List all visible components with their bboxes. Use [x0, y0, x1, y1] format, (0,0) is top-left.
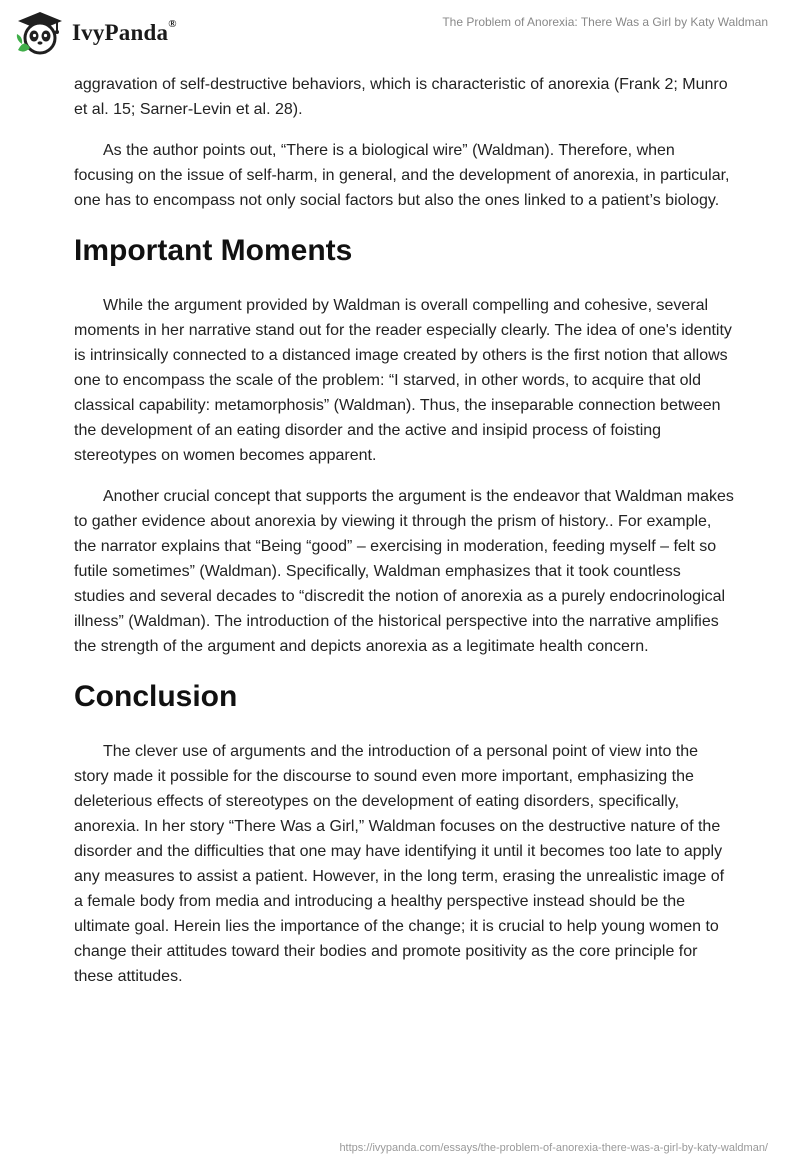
panda-logo-icon	[14, 10, 66, 56]
heading-important-moments: Important Moments	[74, 234, 353, 267]
essay-content	[74, 72, 734, 1005]
document-title: The Problem of Anorexia: There Was a Girl by Katy Waldman	[442, 15, 768, 29]
brand-name: IvyPanda®	[72, 18, 177, 45]
source-url-link[interactable]: https://ivypanda.com/essays/the-problem-of-anorexia-there-was-a-girl-by-katy-waldman/	[339, 1142, 768, 1154]
paragraph-biological-wire: As the author points out, “There is a biological wire” (Waldman). Therefore, when focusing on the issue of self-harm, in general, and the development of anorexia, in particular, one has to encompass not only social factors but also the ones linked to a patient’s biology.	[74, 142, 730, 209]
brand-logo[interactable]	[14, 8, 177, 58]
paragraph-moments-1: While the argument provided by Waldman is overall compelling and cohesive, several moments in her narrative stand out for the reader especially clearly. The idea of one's identity is intrinsically connected to a distanced image created by others is the first notion that allows one to encompass the scale of the problem: “I starved, in other words, to acquire that old classical capability: metamorphosis” (Waldman). Thus, the inseparable connection between the development of an eating disorder and the active and insipid process of foisting stereotypes on women becomes apparent.	[74, 297, 732, 464]
paragraph-moments-2: Another crucial concept that supports the argument is the endeavor that Waldman makes to gather evidence about anorexia by viewing it through the prism of history.. For example, the narrator explains that “Being “good” – exercising in moderation, feeding myself – felt so futile sometimes” (Waldman). Specifically, Waldman emphasizes that it took countless studies and several decades to “discredit the notion of anorexia as a purely endocrinological illness” (Waldman). The introduction of the historical perspective into the narrative amplifies the strength of the argument and depicts anorexia as a legitimate health concern.	[74, 488, 734, 655]
paragraph-conclusion: The clever use of arguments and the introduction of a personal point of view into the story made it possible for the discourse to sound even more important, emphasizing the deleterious effects of stereotypes on the development of eating disorders, specifically, anorexia. In her story “There Was a Girl,” Waldman focuses on the destructive nature of the disorder and the difficulties that one may have identifying it until it becomes too late to apply any measures to assist a patient. However, in the long term, erasing the unrealistic image of a female body from media and introducing a healthy perspective instead should be the ultimate goal. Herein lies the importance of the change; it is crucial to help young women to change their attitudes toward their bodies and promote positivity as the core principle for these attitudes.	[74, 743, 725, 985]
paragraph-continued: aggravation of self-destructive behaviors, which is characteristic of anorexia (Frank 2; Munro et al. 15; Sarner-Levin et al. 28).	[74, 76, 728, 118]
heading-conclusion: Conclusion	[74, 680, 238, 713]
